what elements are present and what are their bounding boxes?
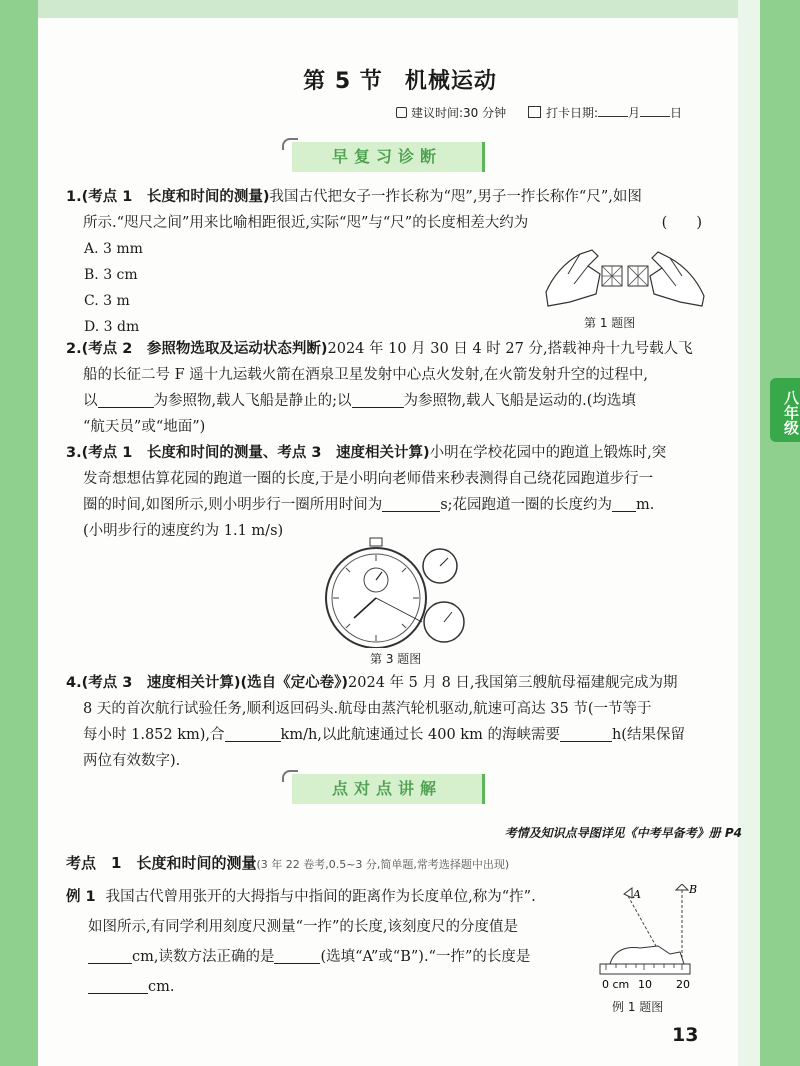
section-title: 机械运动 bbox=[404, 69, 497, 94]
q4-tag: (考点 3 速度相关计算)(选自《定心卷》) bbox=[81, 675, 349, 691]
review-banner: 早复习诊断 bbox=[292, 142, 485, 172]
q4-line2: 8 天的首次航行试验任务,顺利返回码头.航母由蒸汽轮机驱动,航速可高达 35 节(一节等于 bbox=[83, 701, 652, 717]
grade-side-tab: 八年级 bbox=[770, 378, 800, 442]
q1-option-b[interactable]: B. 3 cm bbox=[84, 267, 138, 283]
page-top-band bbox=[38, 0, 760, 18]
stopwatch-figure bbox=[318, 536, 478, 648]
q2-blank-1[interactable] bbox=[98, 391, 154, 408]
ex1-label-a: A bbox=[633, 888, 641, 901]
question-3 bbox=[66, 440, 716, 544]
q2-line3a: 以 bbox=[83, 393, 98, 409]
month-blank[interactable] bbox=[598, 106, 628, 117]
month-label: 月 bbox=[628, 106, 641, 120]
kp1-sub: (3 年 22 卷考,0.5~3 分,简单题,常考选择题中出现) bbox=[256, 858, 510, 871]
checkin-label: 打卡日期: bbox=[545, 106, 599, 120]
q3-line4: (小明步行的速度约为 1.1 m/s) bbox=[83, 523, 284, 539]
q2-line1: 2024 年 10 月 30 日 4 时 27 分,搭载神舟十九号载人飞 bbox=[327, 341, 693, 357]
ex1-line3a: cm,读数方法正确的是 bbox=[132, 949, 275, 965]
ex1-line1: 我国古代曾用张开的大拇指与中指间的距离作为长度单位,称为“拃”. bbox=[105, 889, 536, 905]
q4-line3b: km/h,以此航速通过长 400 km 的海峡需要 bbox=[280, 727, 560, 743]
page-title bbox=[0, 64, 800, 95]
ex1-line3b: (选填“A”或“B”).“一拃”的长度是 bbox=[320, 949, 531, 965]
section-number: 第 5 节 bbox=[303, 69, 383, 94]
q3-blank-2[interactable] bbox=[612, 495, 636, 512]
question-1 bbox=[66, 184, 706, 236]
ex1-tick-20: 20 bbox=[676, 978, 690, 991]
q1-options bbox=[84, 236, 143, 340]
q1-line1: 我国古代把女子一拃长称为“咫”,男子一拃长称作“尺”,如图 bbox=[269, 189, 642, 205]
day-label: 日 bbox=[670, 106, 683, 120]
q3-line3a: 圈的时间,如图所示,则小明步行一圈所用时间为 bbox=[83, 497, 383, 513]
q2-line3c: 为参照物,载人飞船是运动的.(均选填 bbox=[403, 393, 636, 409]
q2-tag: (考点 2 参照物选取及运动状态判断) bbox=[81, 341, 328, 357]
q1-option-a[interactable]: A. 3 mm bbox=[84, 241, 143, 257]
q3-blank-1[interactable] bbox=[382, 495, 440, 512]
study-meta bbox=[396, 104, 682, 121]
calendar-icon bbox=[528, 106, 541, 118]
q4-number: 4. bbox=[66, 675, 82, 691]
ex1-blank-3[interactable] bbox=[88, 977, 148, 994]
q4-line1: 2024 年 5 月 8 日,我国第三艘航母福建舰完成为期 bbox=[348, 675, 678, 691]
q2-blank-2[interactable] bbox=[352, 391, 404, 408]
q1-tag: (考点 1 长度和时间的测量) bbox=[81, 189, 270, 205]
q3-line2: 发奇想想估算花园的跑道一圈的长度,于是小明向老师借来秒表测得自己绕花园跑道步行一 bbox=[83, 471, 654, 487]
example-1 bbox=[66, 884, 596, 1000]
q4-line4: 两位有效数字). bbox=[83, 753, 181, 769]
q1-caption: 第 1 题图 bbox=[584, 316, 636, 330]
q1-option-d[interactable]: D. 3 dm bbox=[84, 319, 140, 335]
ex1-ruler-figure bbox=[596, 884, 706, 994]
q1-answer-paren[interactable]: ( ) bbox=[661, 215, 702, 231]
q3-tag: (考点 1 长度和时间的测量、考点 3 速度相关计算) bbox=[81, 445, 430, 461]
q3-number: 3. bbox=[66, 445, 82, 461]
page-number: 13 bbox=[672, 1024, 699, 1046]
q4-blank-2[interactable] bbox=[560, 725, 612, 742]
page-right-strip bbox=[738, 0, 760, 1066]
clock-icon bbox=[396, 107, 407, 118]
q1-hands-figure bbox=[540, 244, 710, 310]
reference-note: 考情及知识点导图详见《中考早备考》册 P4 bbox=[504, 826, 742, 840]
q1-line2: 所示.“咫尺之间”用来比喻相距很近,实际“咫”与“尺”的长度相差大约为 bbox=[83, 215, 529, 231]
q1-number: 1. bbox=[66, 189, 82, 205]
q3-line3b: s;花园跑道一圈的长度约为 bbox=[440, 497, 613, 513]
ex1-blank-1[interactable] bbox=[88, 947, 132, 964]
ex1-line2: 如图所示,有同学利用刻度尺测量“一拃”的长度,该刻度尺的分度值是 bbox=[88, 919, 519, 935]
ex1-tick-0: 0 cm bbox=[602, 978, 630, 991]
q1-option-c[interactable]: C. 3 m bbox=[84, 293, 130, 309]
suggest-time: 建议时间:30 分钟 bbox=[411, 106, 507, 120]
day-blank[interactable] bbox=[640, 106, 670, 117]
q4-line3c: h(结果保留 bbox=[611, 727, 685, 743]
knowledge-point-title bbox=[66, 852, 509, 873]
ex1-label-b: B bbox=[689, 884, 698, 896]
q3-line1: 小明在学校花园中的跑道上锻炼时,突 bbox=[429, 445, 667, 461]
q4-blank-1[interactable] bbox=[225, 725, 281, 742]
q2-line2: 船的长征二号 F 遥十九运载火箭在酒泉卫星发射中心点火发射,在火箭发射升空的过程中, bbox=[83, 367, 648, 383]
ex1-caption: 例 1 题图 bbox=[612, 1000, 664, 1014]
q2-line4: “航天员”或“地面”) bbox=[83, 419, 206, 435]
question-2 bbox=[66, 336, 716, 440]
q3-line3c: m. bbox=[636, 497, 655, 513]
q3-caption: 第 3 题图 bbox=[370, 652, 422, 666]
ex1-tick-10: 10 bbox=[638, 978, 652, 991]
q4-line3a: 每小时 1.852 km),合 bbox=[83, 727, 225, 743]
explain-banner: 点对点讲解 bbox=[292, 774, 485, 804]
kp1-label: 考点 1 长度和时间的测量 bbox=[66, 854, 257, 872]
ex1-line4: cm. bbox=[148, 979, 175, 995]
ex1-label: 例 1 bbox=[66, 889, 96, 905]
q2-line3b: 为参照物,载人飞船是静止的;以 bbox=[153, 393, 352, 409]
ex1-blank-2[interactable] bbox=[274, 947, 320, 964]
q2-number: 2. bbox=[66, 341, 82, 357]
question-4 bbox=[66, 670, 716, 774]
